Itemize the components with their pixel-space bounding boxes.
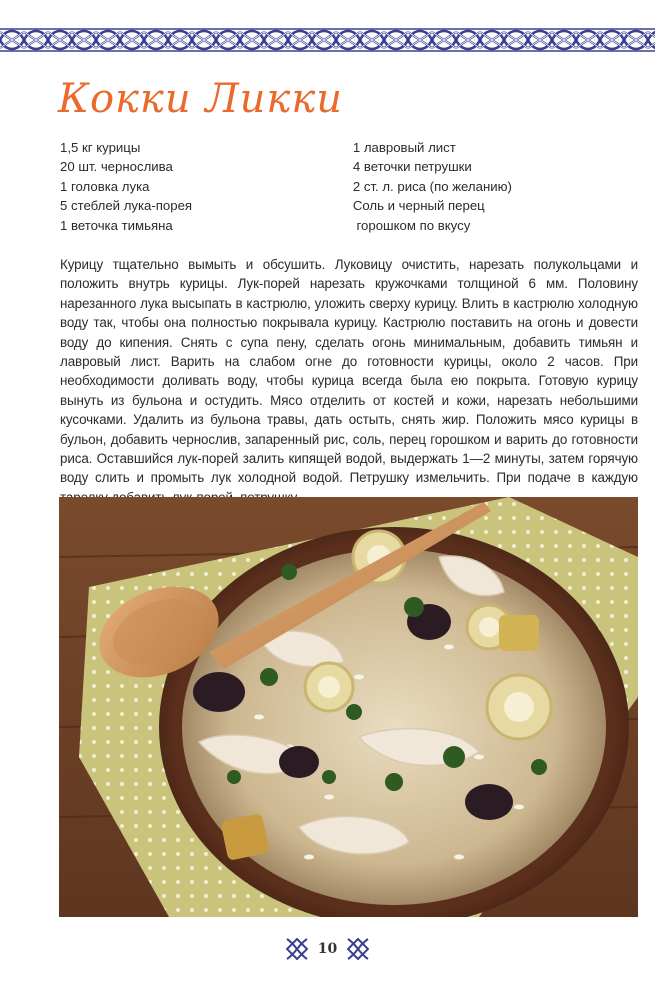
ingredients-column-right bbox=[353, 138, 620, 235]
page-number: 10 bbox=[317, 941, 338, 957]
recipe-title: Кокки Ликки bbox=[58, 76, 343, 122]
ingredient-item: 1 лавровый лист bbox=[352, 140, 456, 155]
page-footer bbox=[0, 934, 655, 964]
ingredient-item: 4 веточки петрушки bbox=[352, 159, 472, 175]
soup-photo bbox=[59, 497, 638, 917]
celtic-knot-icon bbox=[347, 938, 369, 960]
celtic-border bbox=[0, 28, 655, 52]
ingredient-item: 20 шт. чернослива bbox=[60, 159, 173, 175]
ingredients-column-left bbox=[60, 138, 353, 235]
ingredient-item: горошком по вкусу bbox=[352, 217, 471, 233]
ingredient-item: 5 стеблей лука-порея bbox=[60, 198, 193, 214]
ingredient-item: 1,5 кг курицы bbox=[60, 140, 141, 155]
ingredient-item: Соль и черный перец bbox=[352, 198, 485, 214]
celtic-knot-icon bbox=[286, 938, 308, 960]
recipe-method: Курицу тщательно вымыть и обсушить. Луковицу очистить, нарезать полукольцами и положить внутрь курицы. Лук-порей нарезать кружочками толщиной 6 мм. Половину нарезанного лука высыпать в кастрюлю, уложить сверху курицу. Влить в кастрюлю холодную воду так, чтобы она полностью покрывала курицу. Кастрюлю поставить на огонь и довести воду до кипения. Снять с супа пену, сделать огонь минимальным, добавить тимьян и лавровый лист. Варить на слабом огне до готовности курицы, около 2 часов. При необходимости доливать воду, чтобы курица всегда была ею покрыта. Готовую курицу вынуть из бульона и остудить. Мясо отделить от костей и кожи, нарезать небольшими кусочками. Удалить из бульона травы, дать остыть, снять жир. Положить мясо курицы в бульон, добавить чернослив, запаренный рис, соль, перец горошком и варить до готовности риса. Оставшийся лук-порей залить кипящей водой, выдержать 1—2 минуты, затем горячую воду слить и промыть лук холодной водой. Петрушку измельчить. При подаче в каждую bbox=[60, 257, 638, 486]
ingredients-list bbox=[60, 138, 620, 235]
ingredient-item: 1 головка лука bbox=[60, 178, 150, 194]
ingredient-item: 1 веточка тимьяна bbox=[60, 217, 173, 233]
ingredient-item: 2 ст. л. риса (по желанию) bbox=[352, 178, 512, 194]
